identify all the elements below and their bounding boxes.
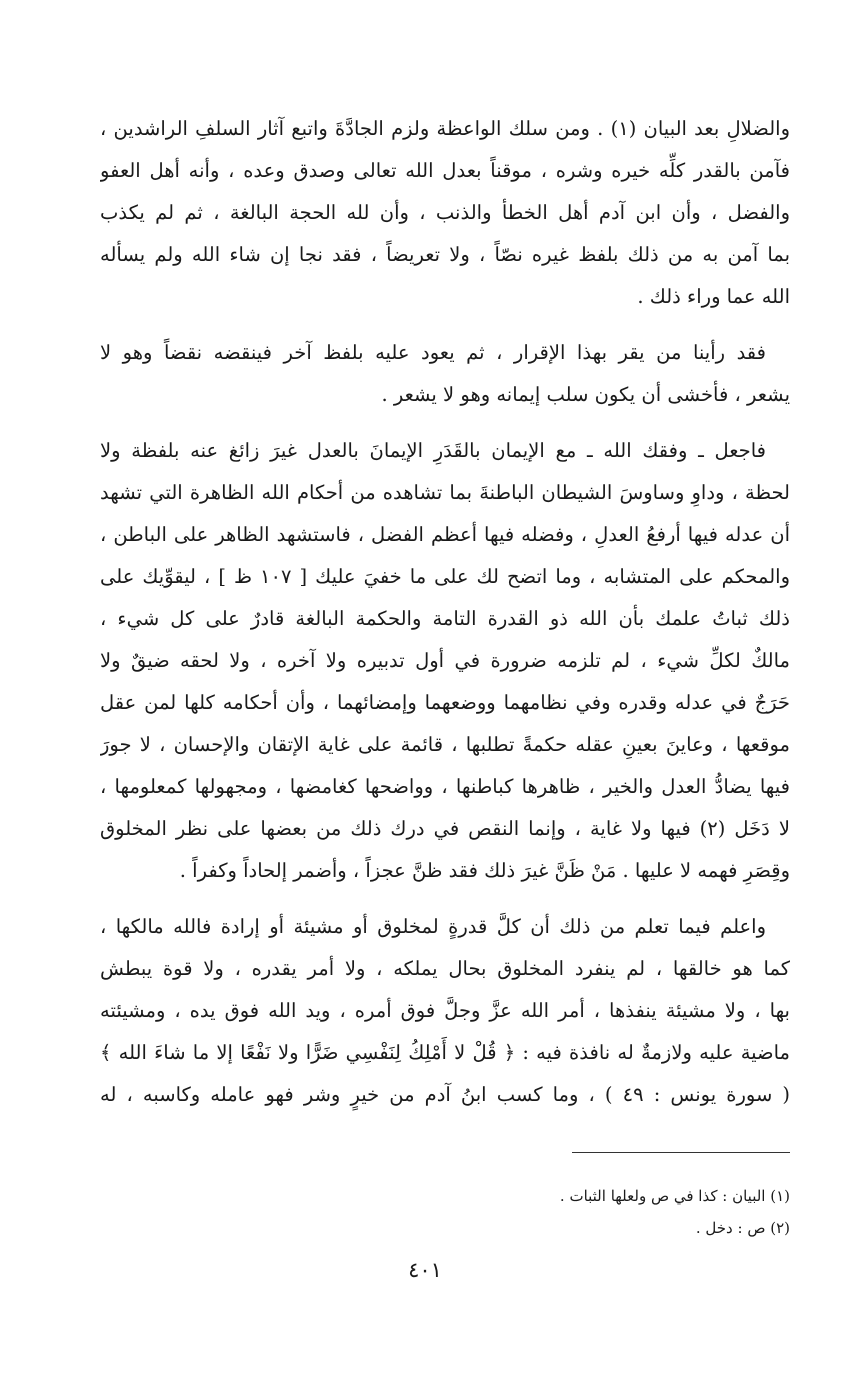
text-line: ماضية عليه ولازمةٌ له نافذة فيه : ﴿ قُلْ لا أَمْلِكُ لِنَفْسِي ضَرًّا ولا نَفْعًا إلا ما شاءَ الله ﴾ xyxy=(100,1041,790,1064)
text-line: والمحكم على المتشابه ، وما اتضح لك على ما خفيَ عليك [ ١٠٧ ظ ] ، ليقوِّيك على xyxy=(100,565,790,588)
text-line: كما هو خالقها ، لم ينفرد المخلوق بحال يملكه ، ولا أمر يقدره ، ولا قوة يبطش xyxy=(100,957,790,980)
text-line: موقعها ، وعاينَ بعينِ عقله حكمةً تطلبها ، قائمة على غاية الإتقان والإحسان ، لا جورَ xyxy=(100,733,790,756)
text-line: مالكٌ لكلِّ شيء ، لم تلزمه ضرورة في أول تدبيره ولا آخره ، ولا لحقه ضيقٌ ولا xyxy=(100,649,790,672)
footnote-1: (١) البيان : كذا في ص ولعلها الثبات . xyxy=(559,1187,790,1205)
text-line: بها ، ولا مشيئة ينفذها ، أمر الله عزَّ وجلَّ فوق أمره ، ويد الله فوق يده ، ومشيئته xyxy=(100,999,790,1022)
text-line: والفضل ، وأن ابن آدم أهل الخطأ والذنب ، وأن لله الحجة البالغة ، ثم لم يكذب xyxy=(100,201,790,224)
text-line: حَرَجٌ في عدله وقدره وفي نظامهما ووضعهما وإمضائهما ، وأن أحكامه كلها لمن عقل xyxy=(100,691,790,714)
text-line: لا دَخَل (٢) فيها ولا غاية ، وإنما النقص في درك ذلك من بعضها على نظر المخلوق xyxy=(100,817,790,840)
text-line: ذلك ثباتُ علمك بأن الله ذو القدرة التامة والحكمة البالغة قادرٌ على كل شيء ، xyxy=(100,607,790,630)
main-text xyxy=(100,108,790,1116)
text-line: فقد رأينا من يقر بهذا الإقرار ، ثم يعود عليه بلفظ آخر فينقضه نقضاً وهو لا xyxy=(100,341,766,364)
paragraph-4 xyxy=(100,906,790,1116)
text-line: فيها يضادُّ العدل والخير ، ظاهرها كباطنها ، وواضحها كغامضها ، ومجهولها كمعلومها ، xyxy=(100,775,790,798)
text-line: يشعر ، فأخشى أن يكون سلب إيمانه وهو لا يشعر . xyxy=(381,383,790,406)
footnote-divider xyxy=(572,1152,790,1153)
page-number: ٤٠١ xyxy=(408,1258,442,1282)
text-line: أن عدله فيها أرفعُ العدلِ ، وفضله فيها أعظم الفضل ، فاستشهد الظاهر على الباطن ، xyxy=(100,523,790,546)
text-line: واعلم فيما تعلم من ذلك أن كلَّ قدرةٍ لمخلوق أو مشيئة أو إرادة فالله مالكها ، xyxy=(100,915,766,938)
paragraph-2 xyxy=(100,332,790,416)
text-line: فآمن بالقدر كلِّه خيره وشره ، موقناً بعدل الله تعالى وصدق وعده ، وأنه أهل العفو xyxy=(100,159,790,182)
text-line: الله عما وراء ذلك . xyxy=(637,285,790,308)
text-line: بما آمن به من ذلك بلفظ غيره نصّاً ، ولا تعريضاً ، فقد نجا إن شاء الله ولم يسأله xyxy=(100,243,790,266)
text-line: والضلالِ بعد البيان (١) . ومن سلك الواعظة ولزم الجادَّةَ واتبع آثار السلفِ الراشدين ، xyxy=(100,117,790,140)
text-line: وقِصَرِ فهمه لا عليها . مَنْ ظَنَّ غيرَ ذلك فقد ظنَّ عجزاً ، وأضمر إلحاداً وكفراً . xyxy=(179,859,790,882)
footnote-2: (٢) ص : دخل . xyxy=(695,1219,790,1237)
paragraph-3 xyxy=(100,430,790,892)
text-line: ( سورة يونس : ٤٩ ) ، وما كسب ابنُ آدم من خيرٍ وشر فهو عامله وكاسبه ، له xyxy=(100,1083,790,1106)
footnotes xyxy=(100,1180,790,1244)
text-line: لحظة ، وداوِ وساوسَ الشيطان الباطنةَ بما تشاهده من أحكام الله الظاهرة التي تشهد xyxy=(100,481,790,504)
paragraph-1 xyxy=(100,108,790,318)
text-line: فاجعل ـ وفقك الله ـ مع الإيمان بالقَدَرِ الإيمانَ بالعدل غيرَ زائغ عنه بلفظة ولا xyxy=(100,439,766,462)
